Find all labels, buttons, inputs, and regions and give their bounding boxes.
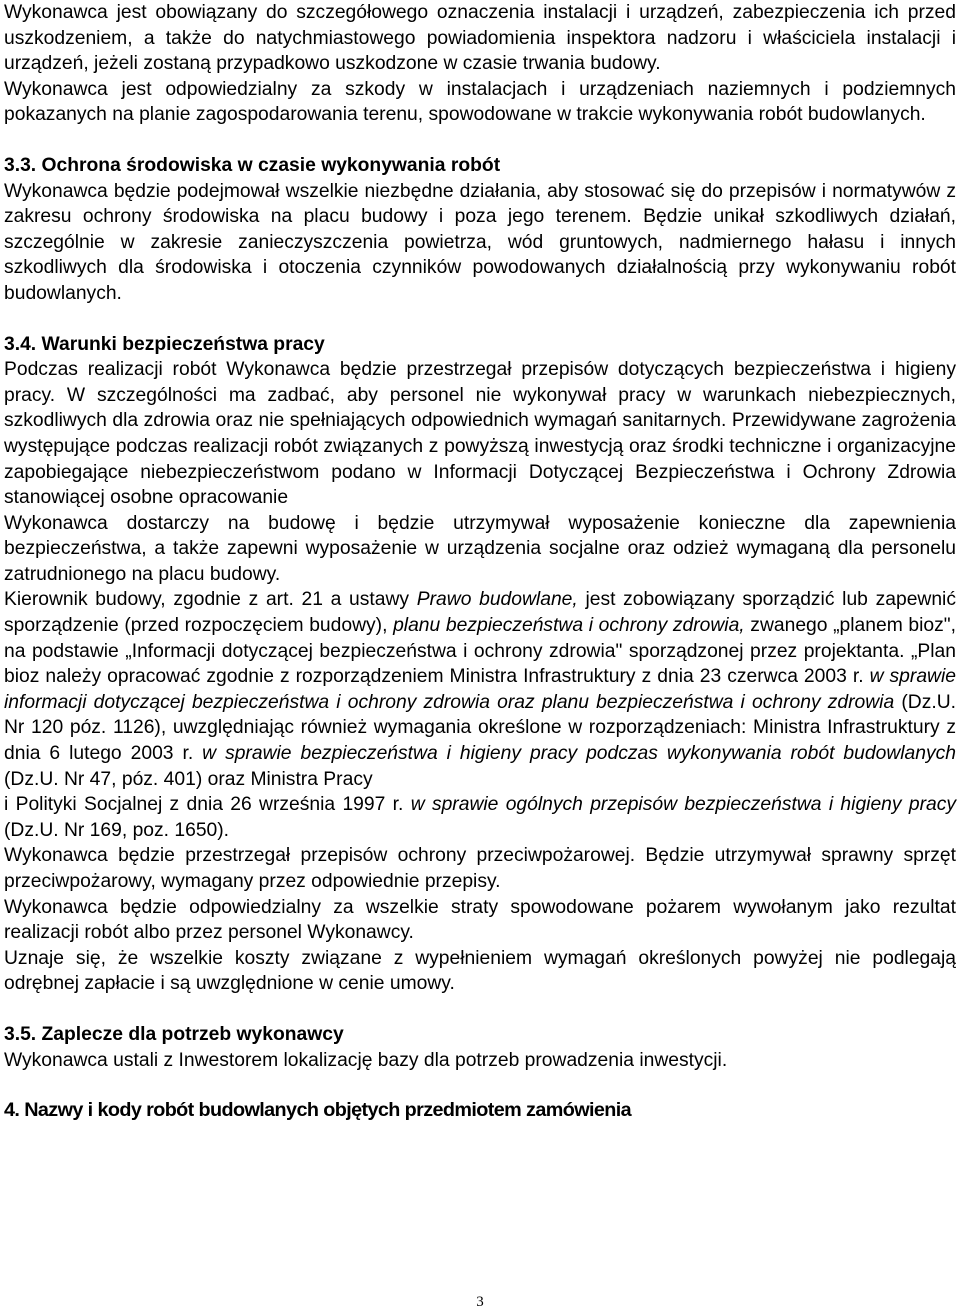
paragraph-continuation (4, 792, 956, 843)
section-heading-3-3: 3.3. Ochrona środowiska w czasie wykonywania robót (4, 154, 501, 176)
paragraph: Wykonawca dostarczy na budowę i będzie utrzymywał wyposażenie konieczne dla zapewnienia bezpieczeństwa, a także zapewni wyposażenie w urządzenia socjalne oraz odzież wymaganą dla personelu zatrudnionego na placu budowy. (4, 512, 956, 585)
italic-run: planu bezpieczeństwa i ochrony zdrowia, (393, 615, 745, 637)
italic-run: w sprawie ogólnych przepisów bezpieczeństwa i higieny pracy (410, 794, 957, 816)
paragraph: Podczas realizacji robót Wykonawca będzie przestrzegał przepisów dotyczących bezpieczeństwa i higieny pracy. W szczególności ma zadbać, aby personel nie wykonywał pracy w warunkach niebezpiecznych, szkodliwych dla zdrowia oraz nie spełniających odpowiednich wymagań sanitarnych. Przewidywane zagrożenia występujące podczas realizacji robót związanych z powyższą inwestycją oraz środki techniczne i organizacyjne zapobiegające niebezpieczeństwom podano w Informacji Dotyczącej Bezpieczeństwa i Ochrony Zdrowia stanowiącej osobne opracowanie (4, 359, 956, 509)
paragraph: Wykonawca jest obowiązany do szczegółowego oznaczenia instalacji i urządzeń, zabezpieczenia ich przed uszkodzeniem, a także do natychmiastowego powiadomienia inspektora nadzoru i właściciela instalacji i urządzeń, jeżeli zostaną przypadkowo uszkodzone w czasie trwania budowy. (4, 2, 956, 75)
italic-run: Prawo budowlane, (416, 589, 578, 611)
section-heading-3-5: 3.5. Zaplecze dla potrzeb wykonawcy (4, 1023, 344, 1045)
text-run: zwanego „planem bioz", na podstawie „Informacji dotyczącej bezpieczeństwa i ochrony zdrowia" sporządzonej przez projektanta. „Plan bioz należy opracować zgodnie z rozporządzeniem Ministra Infrastruktury z dnia 23 czerwca 2003 r. (4, 615, 956, 688)
text-run: (Dz.U. Nr 47, póz. 401) oraz Ministra Pracy (4, 768, 373, 790)
paragraph: Wykonawca będzie przestrzegał przepisów ochrony przeciwpożarowej. Będzie utrzymywał sprawny sprzęt przeciwpożarowy, wymagany przez odpowiednie przepisy. (4, 845, 956, 892)
paragraph: Uznaje się, że wszelkie koszty związane z wypełnieniem wymagań określonych powyżej nie podlegają odrębnej zapłacie i są uwzględnione w cenie umowy. (4, 947, 956, 995)
text-run: jest zobowiązany sporządzić lub zapewnić sporządzenie (przed rozpoczęciem budowy), (4, 589, 956, 637)
paragraph-legal-references (4, 587, 956, 792)
text-run: (Dz.U. Nr 120 póz. 1126), uwzględniając również wymagania określone w rozporządzeniach: Ministra Infrastruktury z dnia 6 lutego 2003 r. (4, 691, 956, 765)
section-heading-3-4: 3.4. Warunki bezpieczeństwa pracy (4, 333, 325, 355)
paragraph: Wykonawca ustali z Inwestorem lokalizację bazy dla potrzeb prowadzenia inwestycji. (4, 1049, 728, 1071)
paragraph: Wykonawca jest odpowiedzialny za szkody w instalacjach i urządzeniach naziemnych i podziemnych pokazanych na planie zagospodarowania terenu, spowodowane w trakcie wykonywania robót budowlanych. (4, 78, 956, 126)
text-run: Kierownik budowy, zgodnie z art. 21 a ustawy (4, 589, 417, 611)
paragraph: Wykonawca będzie odpowiedzialny za wszelkie straty spowodowane pożarem wywołanym jako rezultat realizacji robót albo przez personel Wykonawcy. (4, 896, 956, 944)
italic-run: w sprawie bezpieczeństwa i higieny pracy podczas wykonywania robót budowlanych (202, 743, 956, 765)
document-page (4, 0, 956, 1124)
text-run: i Polityki Socjalnej z dnia 26 września 1997 r. (4, 794, 411, 816)
paragraph: Wykonawca będzie podejmował wszelkie niezbędne działania, aby stosować się do przepisów i normatywów z zakresu ochrony środowiska na placu budowy i poza jego terenem. Będzie unikał szkodliwych działań, szczególnie w zakresie zanieczyszczenia powietrza, wód gruntowych, nadmiernego hałasu i innych szkodliwych dla środowiska i otoczenia czynników powodowanych działalnością przy wykonywaniu robót budowlanych. (4, 180, 956, 304)
italic-run: w sprawie informacji dotyczącej bezpieczeństwa i ochrony zdrowia oraz planu bezpieczeństwa i ochrony zdrowia (4, 666, 956, 713)
page-number: 3 (476, 1294, 484, 1310)
section-heading-4: 4. Nazwy i kody robót budowlanych objętych przedmiotem zamówienia (4, 1099, 632, 1122)
text-run: (Dz.U. Nr 169, poz. 1650). (4, 819, 230, 841)
